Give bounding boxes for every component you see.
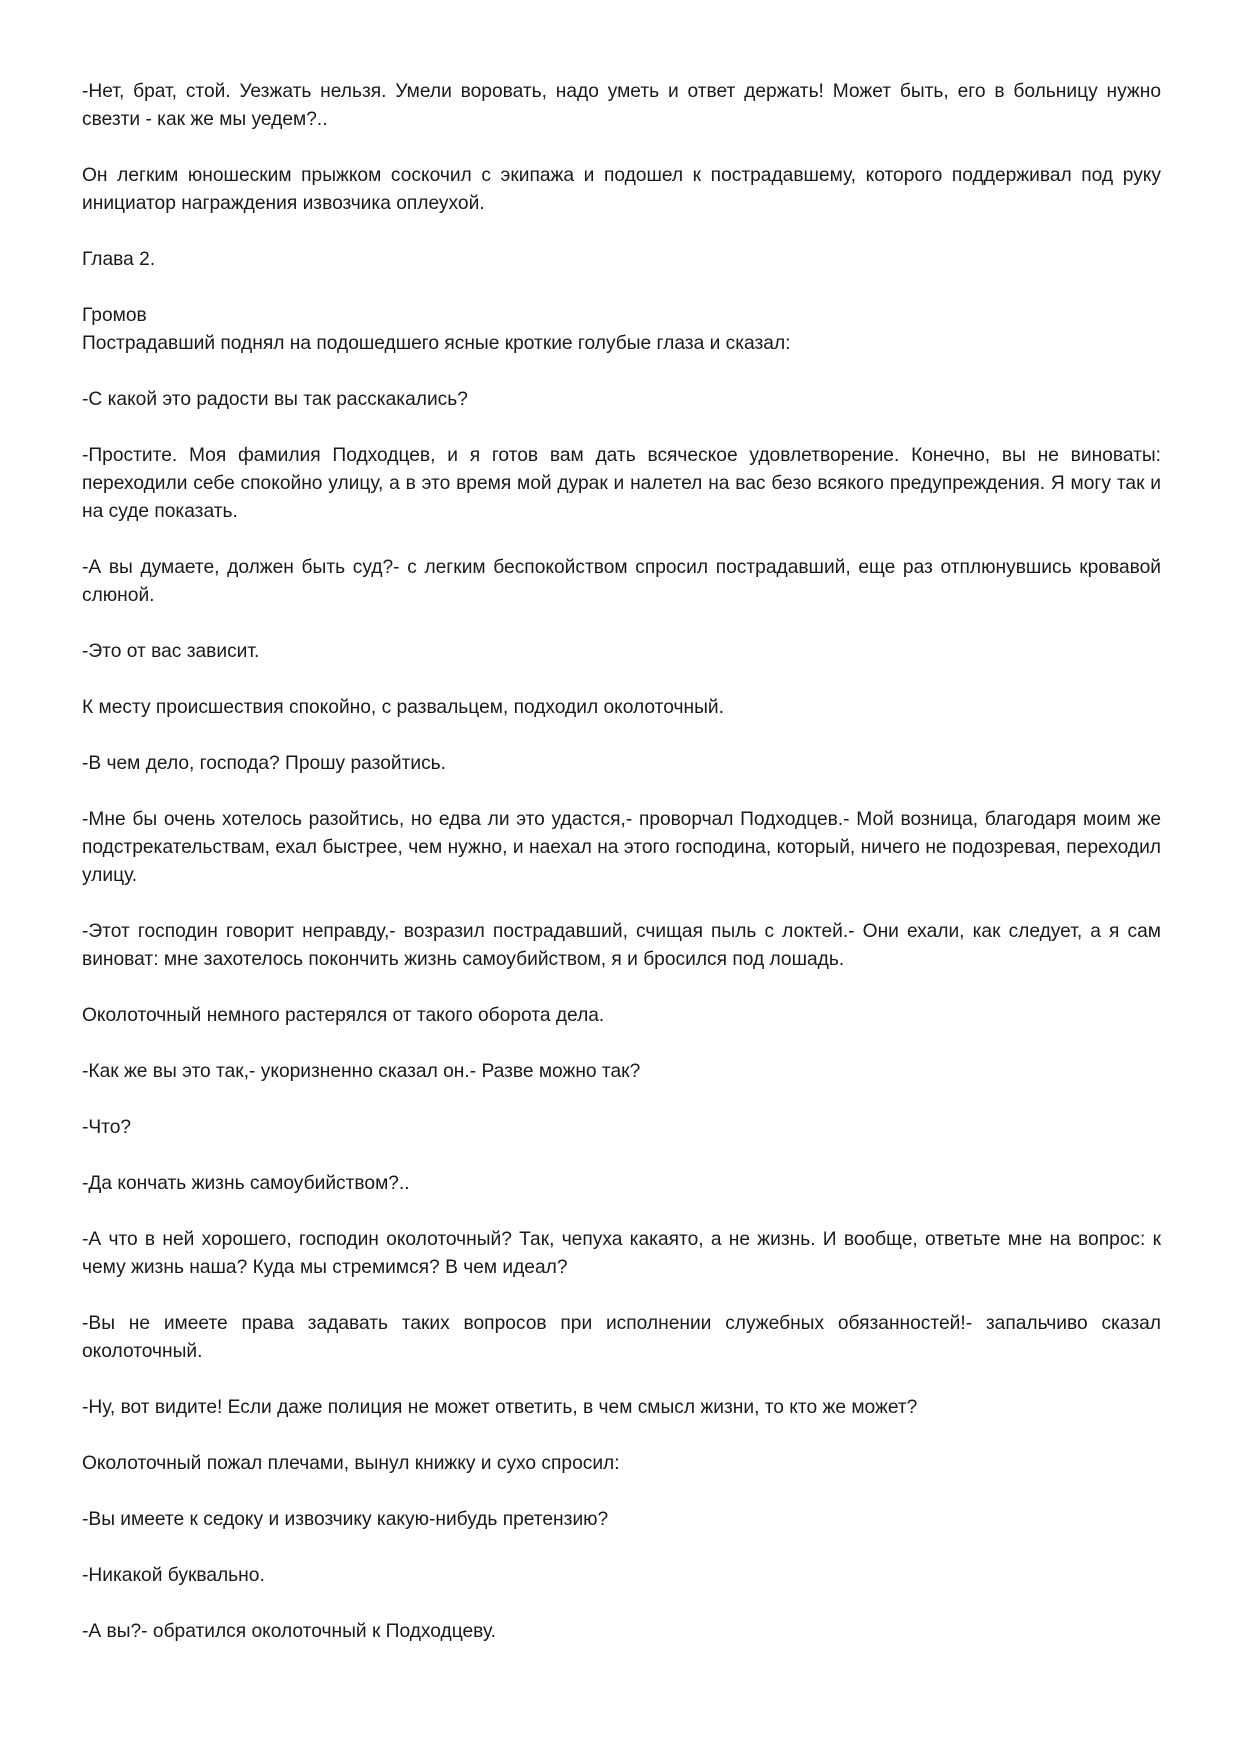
paragraph: -Этот господин говорит неправду,- возразил пострадавший, счищая пыль с локтей.- Они ехали, как следует, а я сам виноват: мне захотелось покончить жизнь самоубийством, я и бросился под лошадь. xyxy=(82,921,1161,970)
paragraph: Околоточный немного растерялся от такого оборота дела. xyxy=(82,1005,605,1026)
paragraph: К месту происшествия спокойно, с развальцем, подходил околоточный. xyxy=(82,697,724,718)
paragraph: -А что в ней хорошего, господин околоточный? Так, чепуха какаято, а не жизнь. И вообще, ответьте мне на вопрос: к чему жизнь наша? Куда мы стремимся? В чем идеал? xyxy=(82,1229,1161,1278)
paragraph: -А вы думаете, должен быть суд?- с легким беспокойством спросил пострадавший, еще раз отплюнувшись кровавой слюной. xyxy=(82,557,1161,606)
paragraph: -Вы имеете к седоку и извозчику какую-нибудь претензию? xyxy=(82,1509,609,1530)
paragraph: -Вы не имеете права задавать таких вопросов при исполнении служебных обязанностей!- запальчиво сказал околоточный. xyxy=(82,1313,1161,1362)
paragraph: -Никакой буквально. xyxy=(82,1565,265,1586)
paragraph: -Это от вас зависит. xyxy=(82,641,260,662)
paragraph: Он легким юношеским прыжком соскочил с экипажа и подошел к пострадавшему, которого поддерживал под руку инициатор награждения извозчика оплеухой. xyxy=(82,165,1161,214)
chapter-heading: Глава 2. xyxy=(82,249,156,270)
paragraph: -Нет, брат, стой. Уезжать нельзя. Умели воровать, надо уметь и ответ держать! Может быть, его в больницу нужно свезти - как же мы уедем?.. xyxy=(82,81,1161,130)
paragraph: -В чем дело, господа? Прошу разойтись. xyxy=(82,753,447,774)
document-page xyxy=(82,78,1161,1674)
paragraph: Околоточный пожал плечами, вынул книжку и сухо спросил: xyxy=(82,1453,620,1474)
section-title: Громов xyxy=(82,305,147,326)
paragraph: -Что? xyxy=(82,1117,132,1138)
paragraph: -Как же вы это так,- укоризненно сказал он.- Разве можно так? xyxy=(82,1061,641,1082)
paragraph: Пострадавший поднял на подошедшего ясные кроткие голубые глаза и сказал: xyxy=(82,333,791,354)
paragraph: -А вы?- обратился околоточный к Подходцеву. xyxy=(82,1621,496,1642)
paragraph: -С какой это радости вы так расскакались? xyxy=(82,389,468,410)
paragraph: -Простите. Моя фамилия Подходцев, и я готов вам дать всяческое удовлетворение. Конечно, вы не виноваты: переходили себе спокойно улицу, а в это время мой дурак и налетел на вас безо всякого предупреждения. Я могу так и на суде показать. xyxy=(82,445,1161,522)
paragraph: -Да кончать жизнь самоубийством?.. xyxy=(82,1173,410,1194)
paragraph: -Ну, вот видите! Если даже полиция не может ответить, в чем смысл жизни, то кто же может? xyxy=(82,1397,918,1418)
paragraph: -Мне бы очень хотелось разойтись, но едва ли это удастся,- проворчал Подходцев.- Мой возница, благодаря моим же подстрекательствам, ехал быстрее, чем нужно, и наехал на этого господина, который, ничего не подозревая, переходил улицу. xyxy=(82,809,1161,886)
